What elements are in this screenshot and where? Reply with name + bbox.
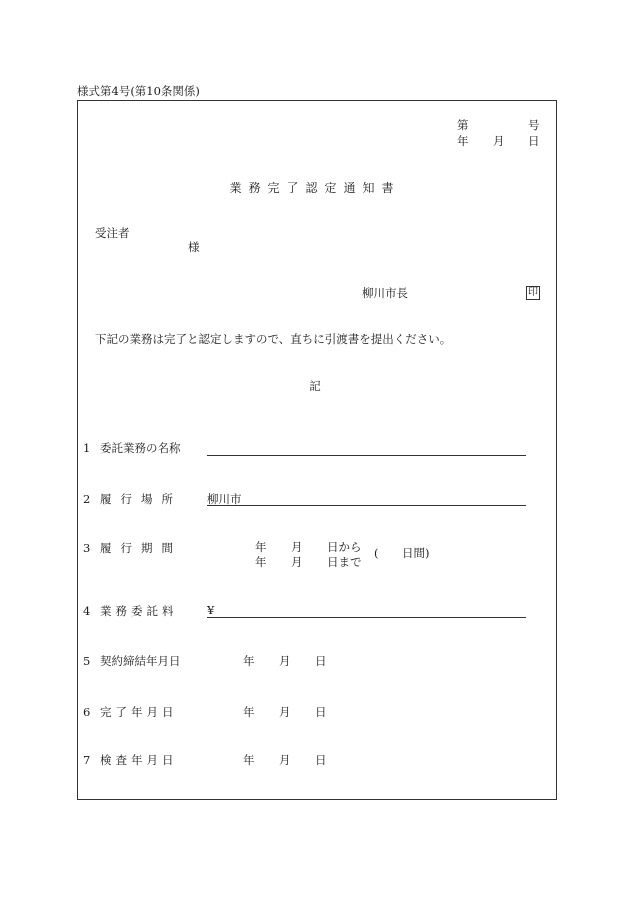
header-year: 年 (457, 134, 469, 148)
item-3-label: 履行期間 (100, 541, 182, 555)
item-1-underline (207, 455, 526, 456)
recipient-honorific: 様 (188, 240, 200, 254)
item-6-day: 日 (315, 705, 327, 719)
form-number-label: 様式第4号(第10条関係) (77, 84, 200, 98)
item-6-number: 6 (83, 705, 91, 719)
item-4-label: 業務委託料 (100, 604, 178, 618)
item-3-number: 3 (83, 541, 91, 555)
item-2-label: 履行場所 (100, 492, 182, 506)
item-3-start-month: 月 (291, 540, 303, 554)
item-3-start-day: 日から (327, 540, 362, 554)
seal-mark: 印 (528, 287, 538, 298)
item-4-underline (207, 617, 526, 618)
item-7-label: 検査年月日 (100, 753, 178, 767)
item-5-month: 月 (279, 654, 291, 668)
item-2-underline (207, 505, 526, 506)
header-dai: 第 (457, 118, 469, 132)
item-2-value: 柳川市 (207, 492, 242, 506)
header-go: 号 (528, 118, 540, 132)
header-day: 日 (528, 134, 540, 148)
item-3-days: 日間) (402, 546, 430, 560)
item-6-year: 年 (243, 705, 255, 719)
item-5-number: 5 (83, 654, 91, 668)
item-7-month: 月 (279, 753, 291, 767)
item-7-number: 7 (83, 753, 91, 767)
item-5-label: 契約締結年月日 (100, 654, 181, 668)
item-4-number: 4 (83, 604, 91, 618)
ki-heading: 記 (309, 379, 321, 393)
item-3-end-month: 月 (291, 555, 303, 569)
recipient-label: 受注者 (95, 226, 130, 240)
header-month: 月 (493, 134, 505, 148)
item-3-end-day: 日まで (327, 555, 362, 569)
body-text: 下記の業務は完了と認定しますので、直ちに引渡書を提出ください。 (95, 332, 452, 346)
item-2-number: 2 (83, 492, 91, 506)
issuer-name: 柳川市長 (362, 286, 408, 300)
item-6-month: 月 (279, 705, 291, 719)
item-4-value: ¥ (207, 603, 215, 617)
item-1-number: 1 (83, 441, 91, 455)
item-3-end-year: 年 (255, 555, 267, 569)
item-6-label: 完了年月日 (100, 705, 178, 719)
item-1-label: 委託業務の名称 (100, 441, 181, 455)
document-title: 業務完了認定通知書 (229, 181, 401, 195)
item-5-day: 日 (315, 654, 327, 668)
item-3-paren-open: ( (374, 546, 379, 560)
item-7-year: 年 (243, 753, 255, 767)
item-5-year: 年 (243, 654, 255, 668)
item-7-day: 日 (315, 753, 327, 767)
item-3-start-year: 年 (255, 540, 267, 554)
